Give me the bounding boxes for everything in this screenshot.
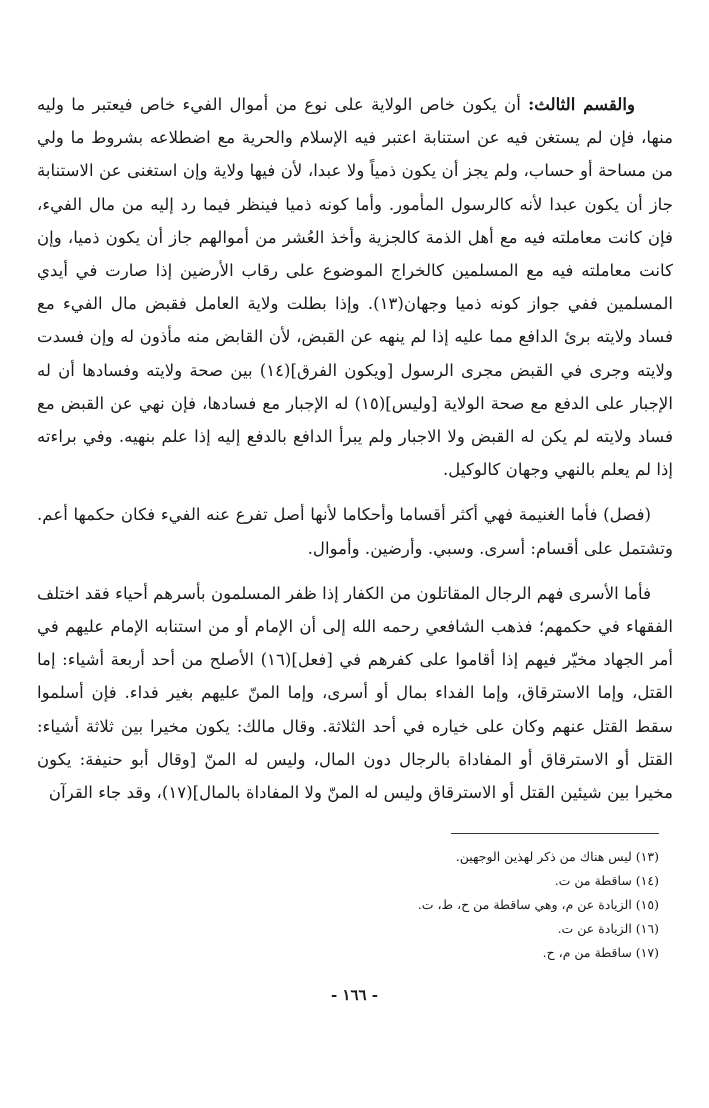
page-number: - ١٦٦ - bbox=[330, 986, 379, 1004]
paragraph-asra bbox=[37, 577, 673, 809]
footnote-17: (١٧) ساقطة من م، ح. bbox=[542, 945, 659, 960]
footnote-15: (١٥) الزيادة عن م، وهي ساقطة من ح، ط، ت. bbox=[417, 897, 659, 912]
paragraph-fasl-ghanima bbox=[37, 498, 673, 564]
paragraph-third-section bbox=[37, 88, 673, 486]
main-text bbox=[37, 88, 673, 809]
footnote-separator bbox=[451, 833, 659, 834]
paragraph-text: (فصل) فأما الغنيمة فهي أكثر أقساما وأحكاما لأنها أصل تفرع عنه الفيء فكان حكمها أعم. وتشتمل على أقسام: أسرى. وسبي. وأرضين. وأموال. bbox=[37, 505, 673, 558]
paragraph-text: أن يكون خاص الولاية على نوع من أموال الفيء خاص فيعتبر ما وليه منها، فإن لم يستغن فيه عن استنابة اعتبر فيه الإسلام والحرية مع اضطلاعه بشروط ما ولي من مساحة أو حساب، ولم يجز أن يكون ذمياً ولا عبدا، لأن فيها ولاية وإن استغنى عن الاستنابة جاز أن يكون عبدا لأنه كالرسول المأمور. وأما كونه ذميا فينظر فيما رد إليه من مال الفيء، فإن كانت معاملته فيه مع أهل الذمة كالجزية وأخذ العُشر من أموالهم جاز أن يكون ذميا، وإن كانت معاملته فيه مع المسلمين كالخراج الموضوع على رقاب الأرضين إذا صارت في أيدي المسلمين ففي جواز كونه ذميا وجهان(١٣). وإذا بطلت ولاية العامل فقبض مال الفيء مع فساد ولايته برئ الدافع مما عليه إذا لم ينهه عن القبض، لأن القابض منه مأذون له وإن فسدت ولايته وجرى في القبض مجرى الرسول [ويكون الفرق](١٤) بين صحة ولايته وفسادها أن له الإجبار على الدفع مع صحة الولاية [وليس](١٥) له الإجبار مع فسادها، فإن نهي عن القبض مع فساد ولايته لم يكن له القبض ولا الاجبار ولم يبرأ الدافع بالدفع إليه إذا علم بنهيه. وفي براءته إذا لم يعلم بالنهي وجهان كالوكيل. bbox=[37, 95, 674, 480]
footnotes bbox=[239, 845, 659, 965]
section-heading: والقسم الثالث: bbox=[528, 94, 635, 114]
footnote-14: (١٤) ساقطة من ت. bbox=[554, 873, 659, 888]
paragraph-text: فأما الأسرى فهم الرجال المقاتلون من الكفار إذا ظفر المسلمون بأسرهم أحياء فقد اختلف الفقهاء في حكمهم؛ فذهب الشافعي رحمه الله إلى أن الإمام أو من استنابه الإمام عليهم في أمر الجهاد مخيّر فيهم إذا أقاموا على كفرهم في [فعل](١٦) الأصلح من أحد أربعة أشياء: إما القتل، وإما الاسترقاق، وإما الفداء بمال أو أسرى، وإما المنّ عليهم بغير فداء. فإن أسلموا سقط القتل عنهم وكان على خياره في أحد الثلاثة. وقال مالك: يكون مخيرا بين ثلاثة أشياء: القتل أو الاسترقاق أو المفاداة بالرجال دون المال، وليس له المنّ [وقال أبو حنيفة: يكون مخيرا بين شيئين القتل أو الاسترقاق وليس له المنّ ولا المفاداة بالمال](١٧)، وقد جاء القرآن bbox=[37, 583, 673, 803]
footnote-13: (١٣) ليس هناك من ذكر لهذين الوجهين. bbox=[455, 849, 659, 864]
footnote-16: (١٦) الزيادة عن ت. bbox=[557, 921, 659, 936]
